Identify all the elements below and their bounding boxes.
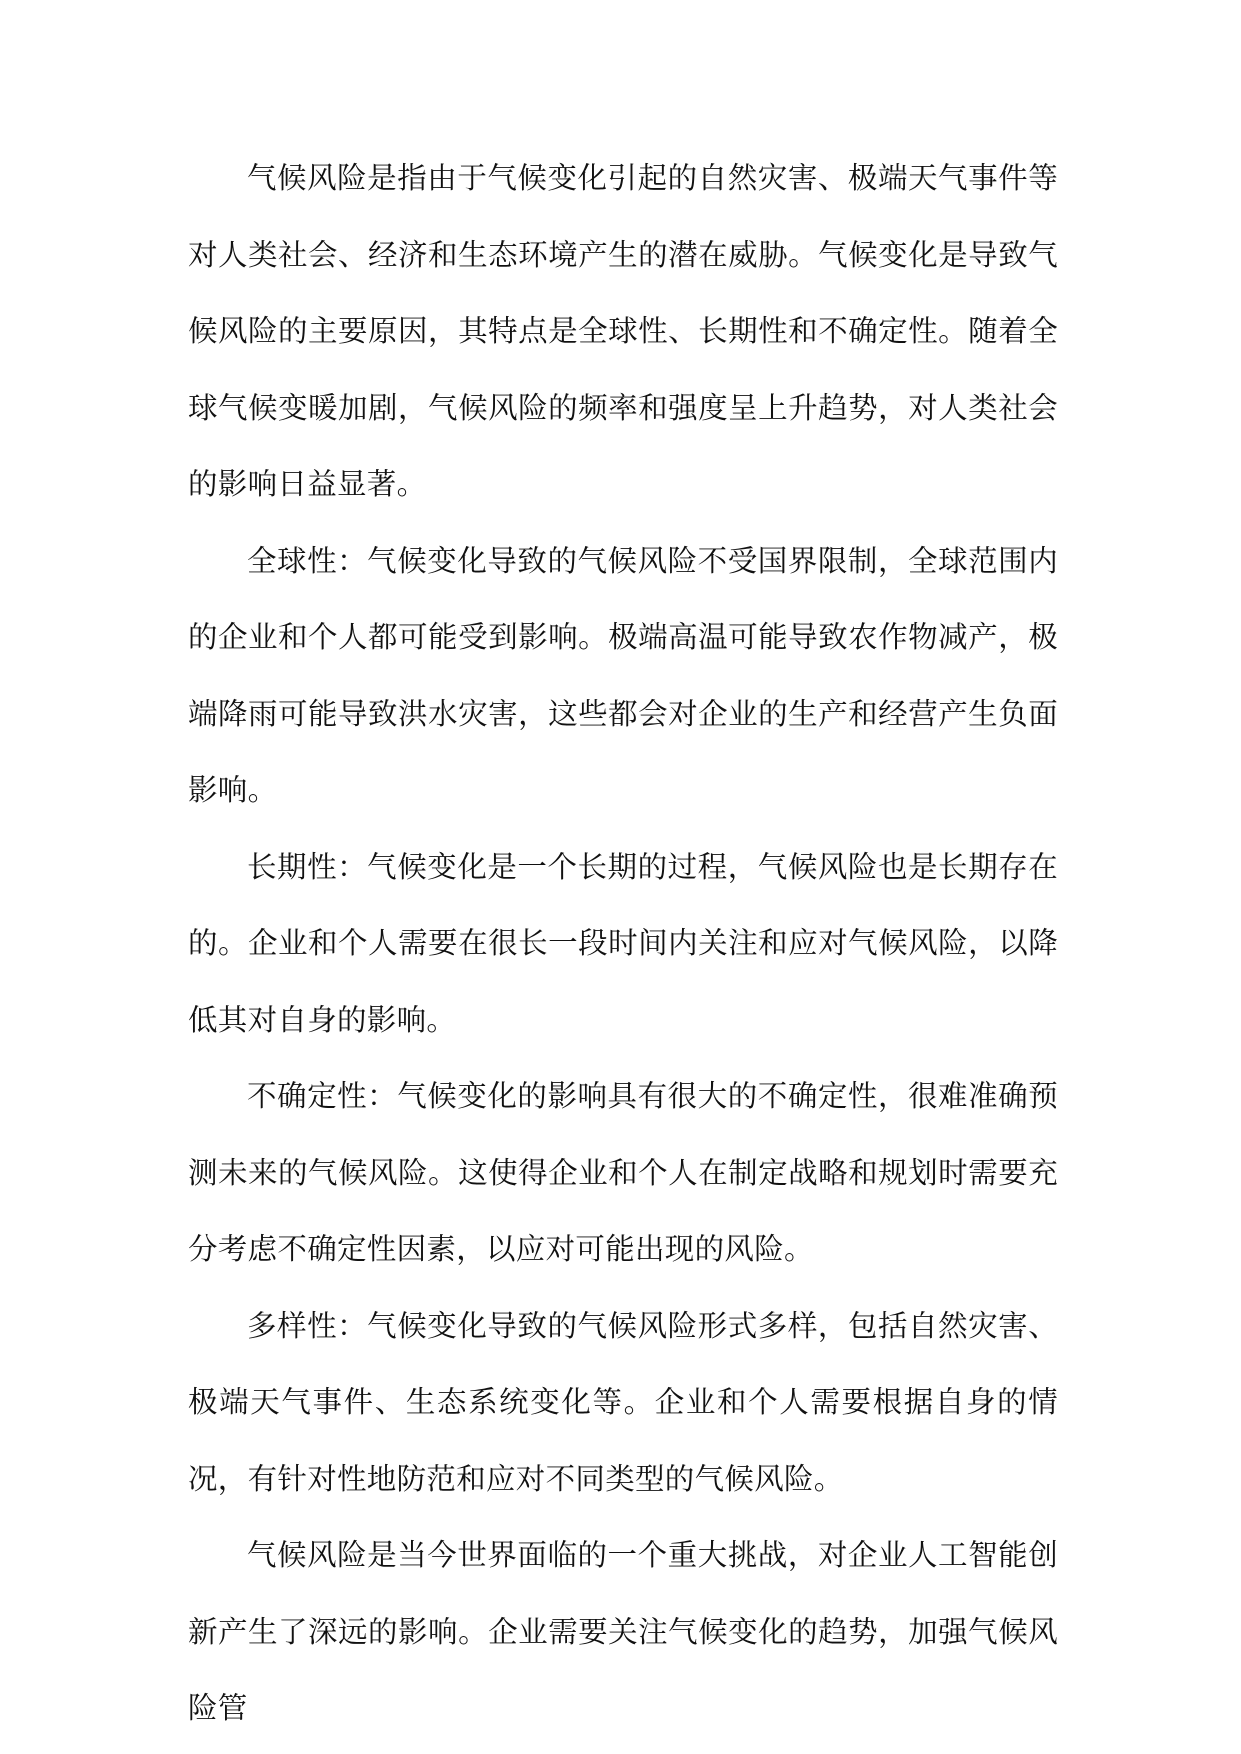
paragraph-globality: 全球性：气候变化导致的气候风险不受国界限制，全球范围内的企业和个人都可能受到影响。极端高温可能导致农作物减产，极端降雨可能导致洪水灾害，这些都会对企业的生产和经营产生负面影响。	[188, 543, 1058, 807]
paragraph-climate-risk-definition: 气候风险是指由于气候变化引起的自然灾害、极端天气事件等对人类社会、经济和生态环境产生的潜在威胁。气候变化是导致气候风险的主要原因，其特点是全球性、长期性和不确定性。随着全球气候变暖加剧，气候风险的频率和强度呈上升趋势，对人类社会的影响日益显著。	[188, 161, 1058, 501]
paragraph-diversity: 多样性：气候变化导致的气候风险形式多样，包括自然灾害、极端天气事件、生态系统变化等。企业和个人需要根据自身的情况，有针对性地防范和应对不同类型的气候风险。	[188, 1308, 1058, 1496]
paragraph-challenge: 气候风险是当今世界面临的一个重大挑战，对企业人工智能创新产生了深远的影响。企业需要关注气候变化的趋势，加强气候风险管	[188, 1538, 1058, 1725]
paragraph-long-term: 长期性：气候变化是一个长期的过程，气候风险也是长期存在的。企业和个人需要在很长一段时间内关注和应对气候风险，以降低其对自身的影响。	[188, 849, 1058, 1037]
paragraph-uncertainty: 不确定性：气候变化的影响具有很大的不确定性，很难准确预测未来的气候风险。这使得企业和个人在制定战略和规划时需要充分考虑不确定性因素，以应对可能出现的风险。	[188, 1079, 1058, 1266]
document-body	[188, 140, 1058, 1747]
